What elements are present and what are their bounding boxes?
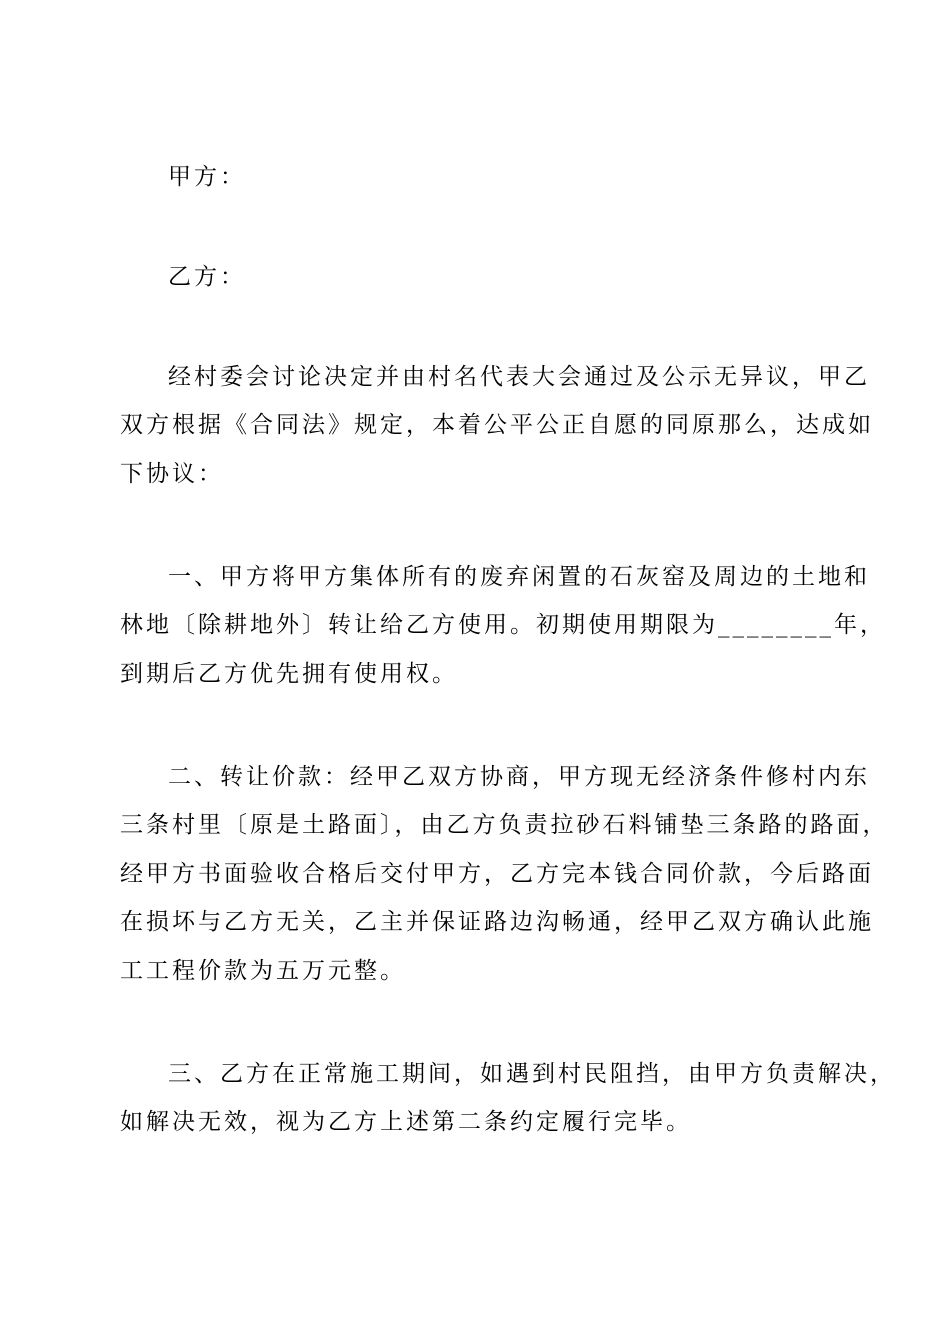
clause-1-line: 到期后乙方优先拥有使用权。 xyxy=(120,661,458,687)
clause-2-line: 在损坏与乙方无关，乙主并保证路边沟畅通，经甲乙双方确认此施 xyxy=(120,909,874,935)
clause-2-line: 经甲方书面验收合格后交付甲方，乙方完本钱合同价款，今后路面 xyxy=(120,861,874,887)
clause-3-line: 如解决无效，视为乙方上述第二条约定履行完毕。 xyxy=(120,1109,692,1135)
intro-line: 经村委会讨论决定并由村名代表大会通过及公示无异议，甲乙 xyxy=(168,364,870,390)
clause-1-line: 一、甲方将甲方集体所有的废弃闲置的石灰窑及周边的土地和 xyxy=(168,564,870,590)
clause-3-line: 三、乙方在正常施工期间，如遇到村民阻挡，由甲方负责解决， xyxy=(168,1061,896,1087)
clause-1-line: 林地〔除耕地外〕转让给乙方使用。初期使用期限为________年， xyxy=(120,612,886,638)
party-b-label: 乙方： xyxy=(168,264,246,290)
clause-2-line: 三条村里〔原是土路面〕，由乙方负责拉砂石料铺垫三条路的路面， xyxy=(120,812,889,838)
intro-line: 双方根据《合同法》规定，本着公平公正自愿的同原那么，达成如 xyxy=(120,412,874,438)
clause-2-line: 工工程价款为五万元整。 xyxy=(120,958,406,984)
intro-line: 下协议： xyxy=(120,461,224,487)
party-a-label: 甲方： xyxy=(168,164,246,190)
clause-2-line: 二、转让价款：经甲乙双方协商，甲方现无经济条件修村内东 xyxy=(168,764,870,790)
